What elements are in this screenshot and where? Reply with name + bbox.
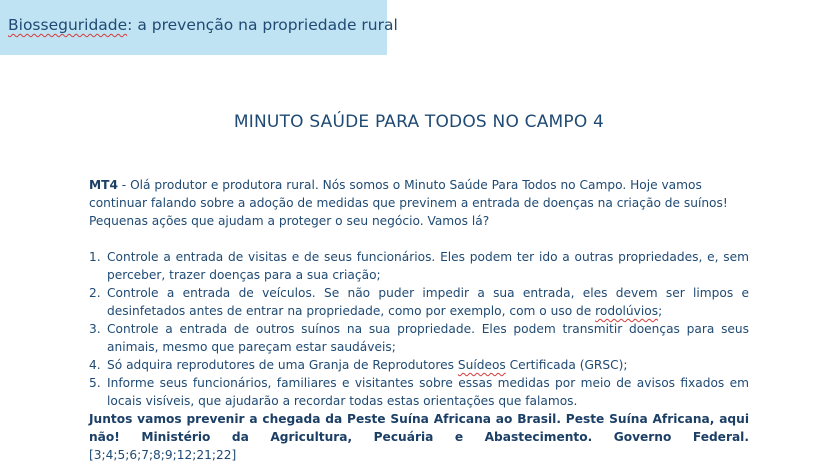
list-item-number: 1.	[89, 250, 101, 264]
closing-paragraph	[89, 410, 749, 464]
list-item	[89, 320, 749, 356]
closing-statement: Juntos vamos prevenir a chegada da Peste Suína Africana ao Brasil. Peste Suína Africana, aqui não! Ministério da Agricultura, Pecuária e Abastecimento. Governo Federal.	[89, 412, 749, 444]
list-item-text: Controle a entrada de veículos. Se não puder impedir a sua entrada, eles devem ser limpos e desinfetados antes de entrar na propriedade, como por exemplo, com o uso de	[107, 286, 749, 318]
measures-list	[89, 248, 749, 410]
list-item	[89, 374, 749, 410]
list-item-number: 3.	[89, 322, 101, 336]
flagged-word: rodolúvios	[595, 304, 659, 318]
flagged-word: Suídeos	[457, 358, 506, 372]
intro-text: - Olá produtor e produtora rural. Nós somos o Minuto Saúde Para Todos no Campo. Hoje vamos continuar falando sobre a adoção de medidas que previnem a entrada de doenças na criação de suínos! Pequenas ações que ajudam a proteger o seu negócio. Vamos lá?	[89, 178, 728, 228]
list-item-number: 5.	[89, 376, 101, 390]
list-item-text-end: ;	[658, 304, 663, 318]
list-item-number: 4.	[89, 358, 101, 372]
header-title-keyword: Biosseguridade	[8, 16, 128, 34]
list-item-text: Controle a entrada de visitas e de seus funcionários. Eles podem ter ido a outras propriedades, e, sem perceber, trazer doenças para a sua criação;	[107, 250, 749, 282]
reference-list: [3;4;5;6;7;8;9;12;21;22]	[89, 448, 237, 462]
list-item	[89, 284, 749, 320]
list-item-text: Informe seus funcionários, familiares e visitantes sobre essas medidas por meio de avisos fixados em locais visíveis, que ajudarão a recordar todas estas orientações que falamos.	[107, 376, 749, 408]
list-item-text-end: Certificada (GRSC);	[505, 358, 628, 372]
intro-paragraph	[89, 176, 749, 230]
list-item	[89, 356, 749, 374]
list-item-text: Controle a entrada de outros suínos na sua propriedade. Eles podem transmitir doenças para seus animais, mesmo que pareçam estar saudáveis;	[107, 322, 749, 354]
intro-label: MT4	[89, 178, 118, 192]
list-item-text: Só adquira reprodutores de uma Granja de Reprodutores	[107, 358, 458, 372]
list-item-number: 2.	[89, 286, 101, 300]
list-item	[89, 248, 749, 284]
document-body	[89, 176, 749, 464]
header-title-rest: : a prevenção na propriedade rural	[127, 16, 398, 34]
page-title: MINUTO SAÚDE PARA TODOS NO CAMPO 4	[233, 112, 605, 132]
header-banner	[0, 0, 398, 55]
